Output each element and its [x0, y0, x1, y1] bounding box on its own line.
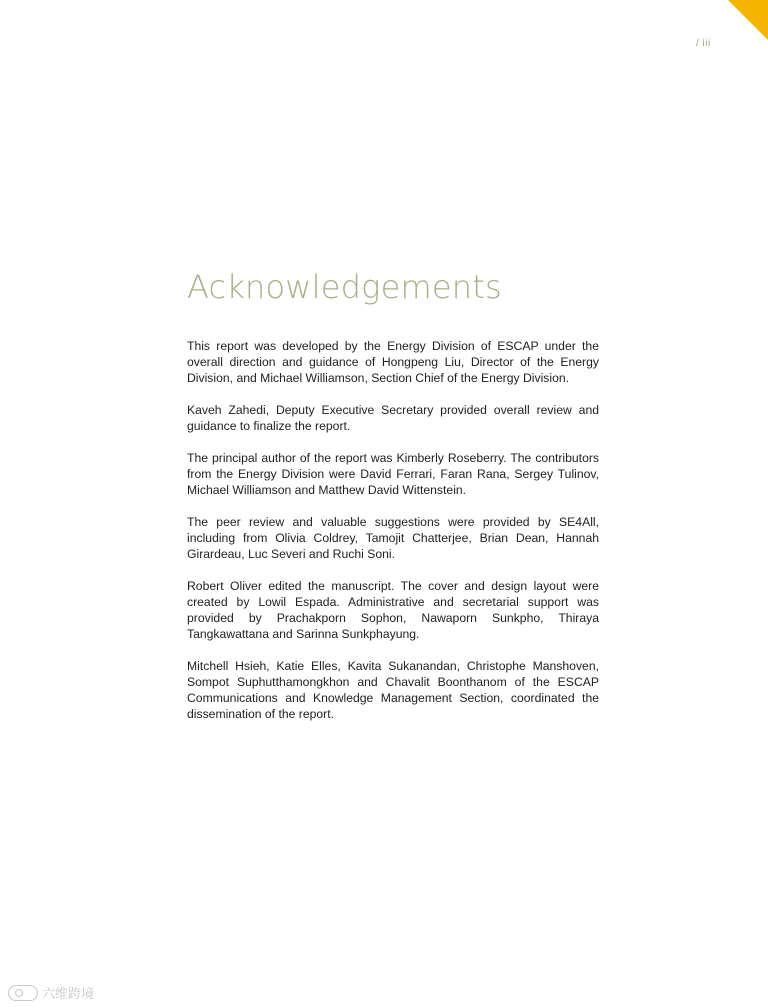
paragraph-2: Kaveh Zahedi, Deputy Executive Secretary provided overall review and guidance to finalize the report. [187, 403, 599, 433]
paragraph-4: The peer review and valuable suggestions were provided by SE4All, including from Olivia Coldrey, Tamojit Chatterjee, Brian Dean, Hannah Girardeau, Luc Severi and Ruchi Soni. [187, 515, 599, 561]
watermark-logo-icon [8, 985, 38, 1001]
page-title: Acknowledgements [187, 268, 502, 306]
paragraph-6: Mitchell Hsieh, Katie Elles, Kavita Sukanandan, Christophe Manshoven, Sompot Suphutthamongkhon and Chavalit Boonthanom of the ESCAP Communications and Knowledge Management Section, coordinated the dissemination of the report. [187, 659, 599, 721]
corner-accent-triangle [728, 0, 768, 40]
page-number: / iii [696, 38, 711, 49]
watermark [8, 983, 94, 1002]
paragraph-5: Robert Oliver edited the manuscript. The cover and design layout were created by Lowil Espada. Administrative and secretarial support was provided by Prachakporn Sophon, Nawaporn Sunkpho, Thiraya Tangkawattana and Sarinna Sunkphayung. [187, 579, 599, 641]
paragraph-3: The principal author of the report was Kimberly Roseberry. The contributors from the Energy Division were David Ferrari, Faran Rana, Sergey Tulinov, Michael Williamson and Matthew David Wittenstein. [187, 451, 599, 497]
acknowledgements-body [187, 338, 599, 738]
paragraph-1: This report was developed by the Energy Division of ESCAP under the overall direction and guidance of Hongpeng Liu, Director of the Energy Division, and Michael Williamson, Section Chief of the Energy Division. [187, 339, 599, 385]
watermark-text: 六维跨境 [42, 987, 95, 1002]
